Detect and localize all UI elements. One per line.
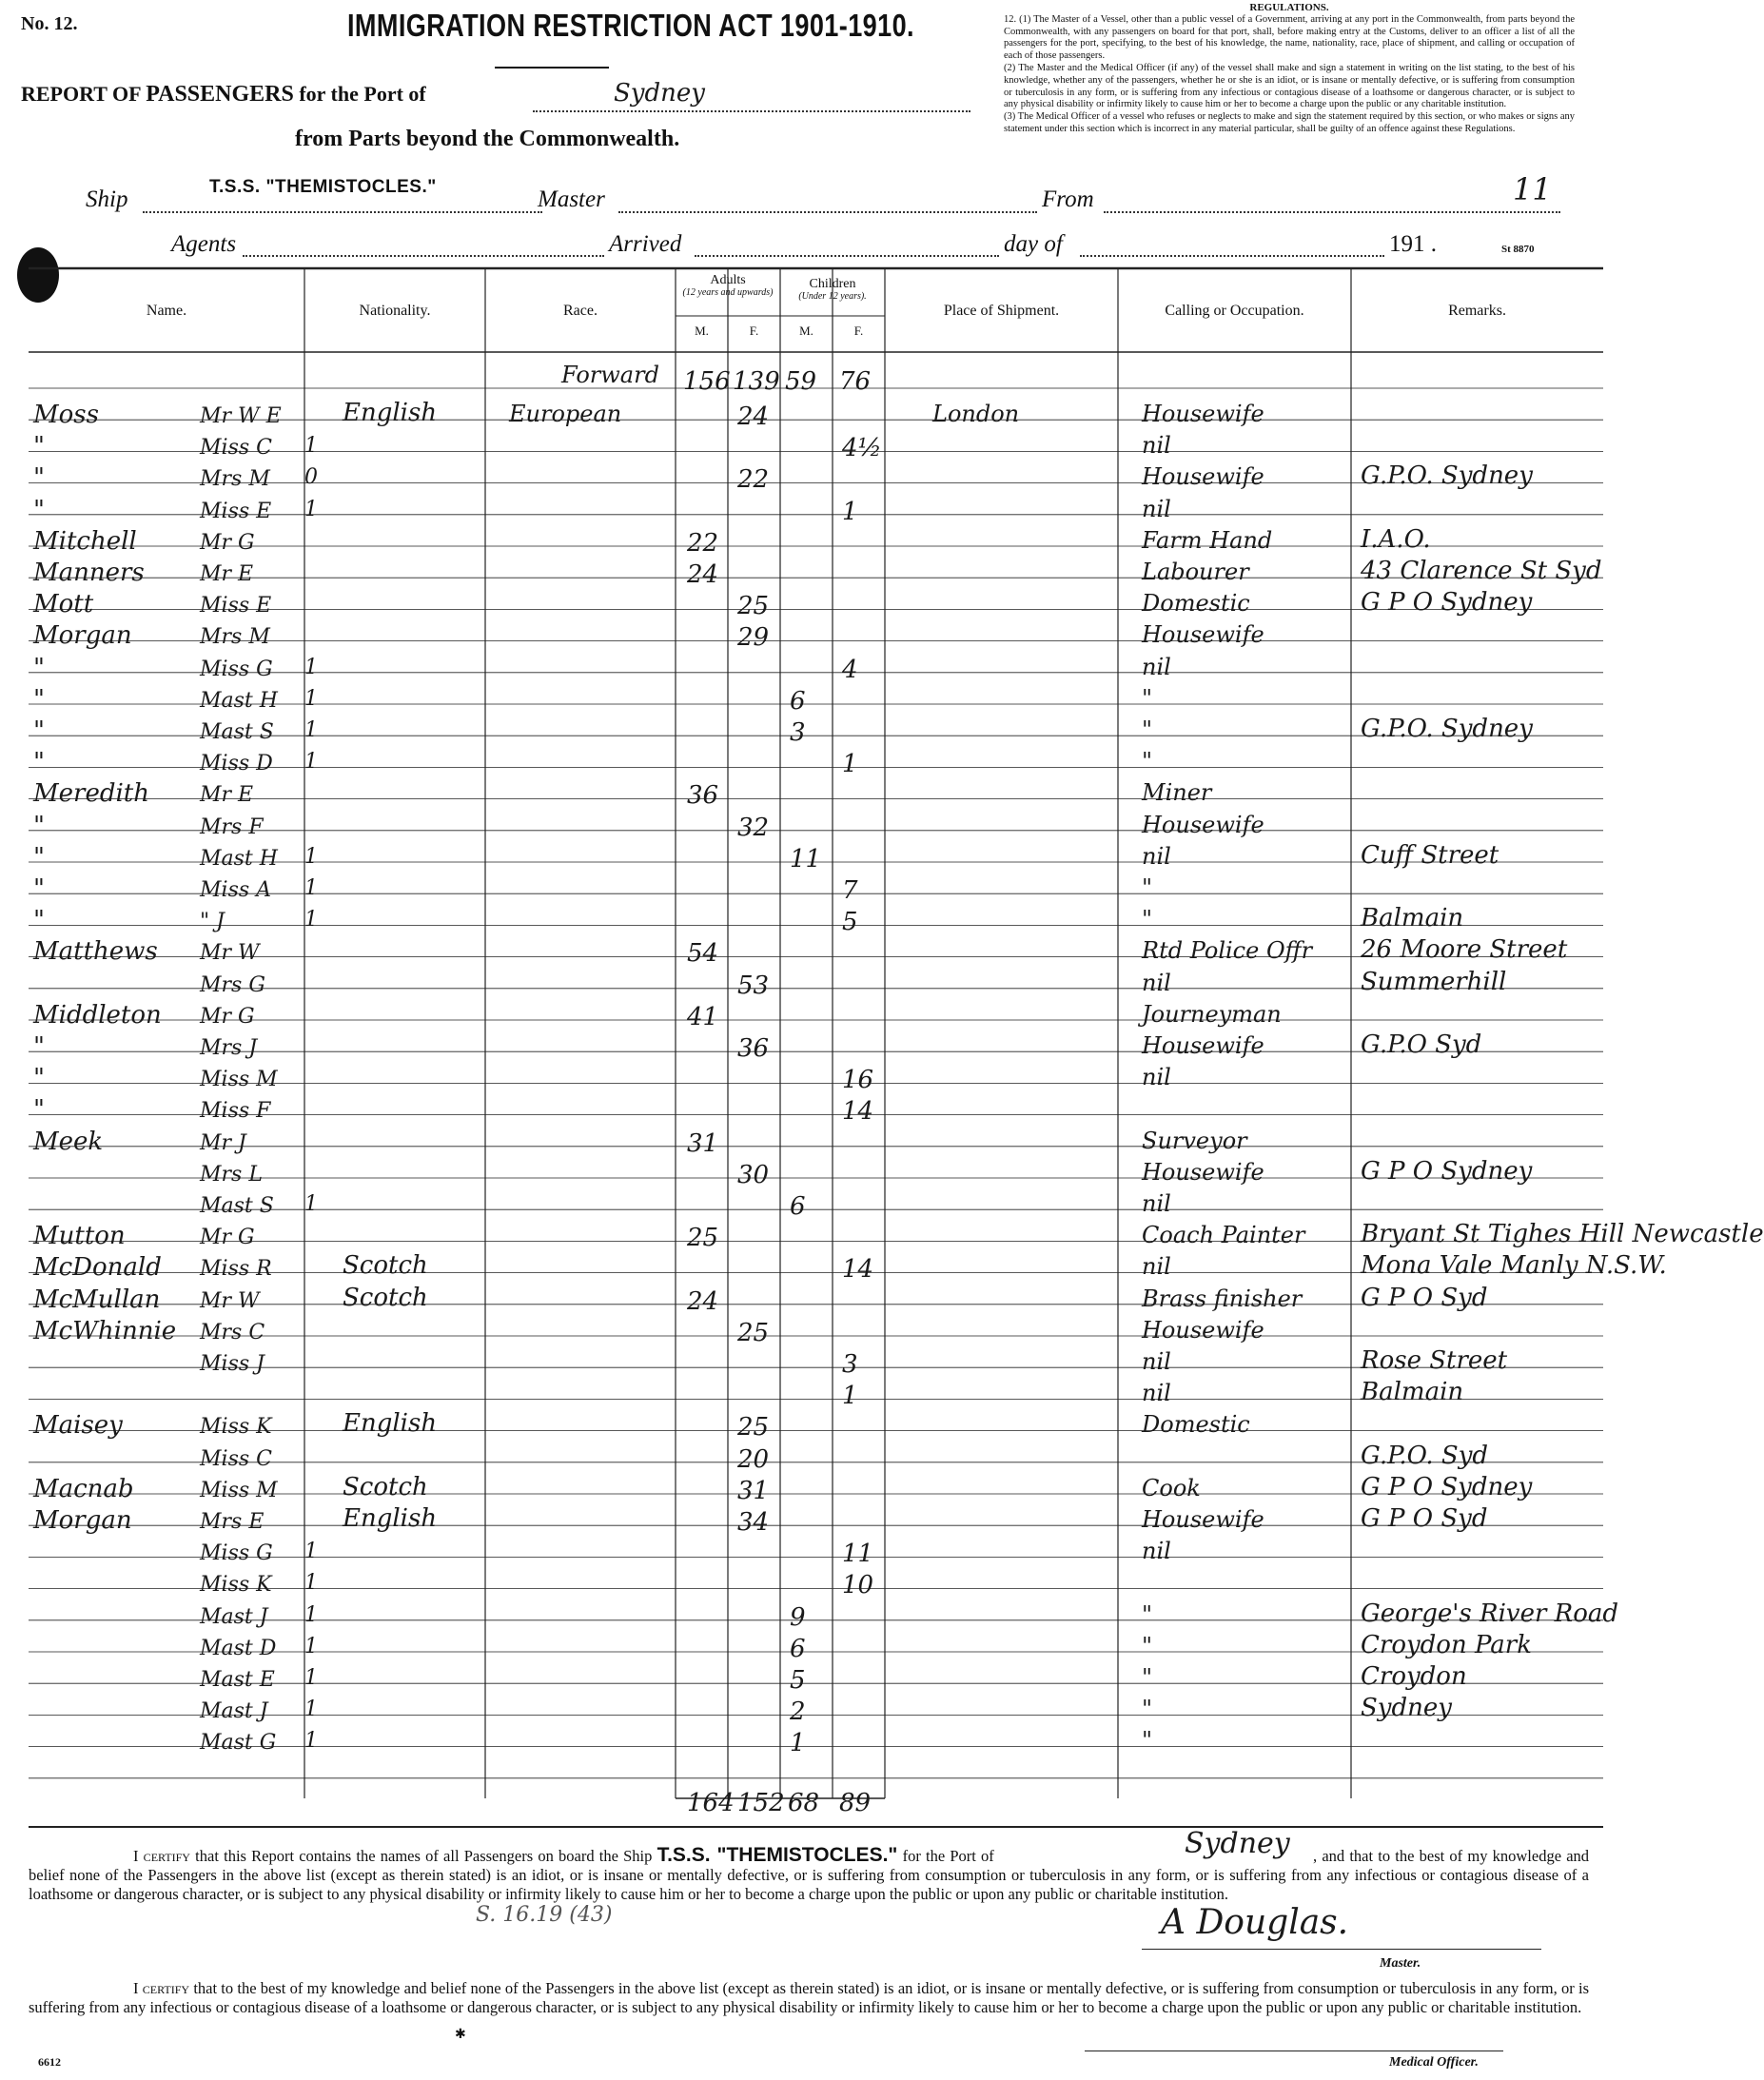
row-39-occ: " xyxy=(1142,1632,1153,1659)
master-signature-line xyxy=(1142,1949,1541,1950)
row-35-surname: Morgan xyxy=(33,1506,132,1535)
row-26-given: Mr G xyxy=(200,1226,255,1250)
row-42-given: Mast G xyxy=(200,1731,277,1756)
row-17-surname: Matthews xyxy=(33,937,158,967)
asterisk-mark: ✱ xyxy=(455,2028,466,2042)
row-0-surname: Moss xyxy=(33,401,99,429)
row-8-given: Miss G xyxy=(200,657,273,681)
row-17-occ: Rtd Police Offr xyxy=(1142,937,1313,965)
row-23-am: 31 xyxy=(687,1128,719,1158)
row-27-rem: Mona Vale Manly N.S.W. xyxy=(1361,1251,1667,1281)
row-2-af: 22 xyxy=(737,465,770,495)
row-20-occ: Housewife xyxy=(1142,1032,1264,1059)
row-34-nat: Scotch xyxy=(343,1472,428,1501)
row-42-cm: 1 xyxy=(790,1729,806,1758)
row-2-surname: " xyxy=(33,463,45,493)
row-10-given: Mast S xyxy=(200,720,274,744)
row-1-cf: 4½ xyxy=(842,434,882,463)
row-34-af: 31 xyxy=(737,1476,770,1505)
row-14-tick: 1 xyxy=(304,844,318,869)
row-32-given: Miss K xyxy=(200,1415,272,1440)
row-7-surname: Morgan xyxy=(33,621,132,651)
regulations-heading: REGULATIONS. xyxy=(1249,2,1329,13)
forward-adult-f: 139 xyxy=(733,367,780,396)
row-38-tick: 1 xyxy=(304,1602,318,1627)
row-39-cm: 6 xyxy=(790,1634,806,1663)
row-37-tick: 1 xyxy=(304,1571,318,1596)
row-0-af: 24 xyxy=(737,402,770,431)
passenger-table xyxy=(29,266,1764,1827)
row-9-tick: 1 xyxy=(304,686,318,711)
row-29-given: Mrs C xyxy=(200,1320,265,1344)
row-7-given: Mrs M xyxy=(200,625,270,650)
master-signature-label: Master. xyxy=(1380,1956,1421,1971)
row-4-given: Mr G xyxy=(200,530,255,555)
row-23-surname: Meek xyxy=(33,1127,104,1156)
row-27-nat: Scotch xyxy=(343,1251,428,1281)
row-41-tick: 1 xyxy=(304,1697,318,1722)
row-3-occ: nil xyxy=(1142,495,1171,522)
row-0-race: European xyxy=(509,401,622,427)
row-16-occ: " xyxy=(1142,906,1153,933)
cert2-text: that to the best of my knowledge and belief none of the Passengers in the above list (except as therein stated) is an idiot, or is insane or mentally defective, or is suffering from consumption or tuberculosis in any form, or is suffering from any infectious or contagious disease of a loathsome or dangerous character, or is subject to any physical disability or infirmity likely to cause him or her to become a charge upon the public or upon any public or charitable institution. xyxy=(29,1979,1590,2016)
header-adults xyxy=(676,274,780,299)
row-2-tick: 0 xyxy=(304,465,318,490)
master-certificate xyxy=(29,1846,1589,1904)
header-child-f: F. xyxy=(853,324,864,338)
row-14-occ: nil xyxy=(1142,842,1171,870)
row-4-rem: I.A.O. xyxy=(1361,524,1431,554)
row-29-af: 25 xyxy=(737,1318,770,1347)
cert1-port-handwritten: Sydney xyxy=(1185,1827,1290,1860)
medical-certificate xyxy=(29,1979,1589,2017)
report-line xyxy=(21,82,426,108)
row-7-af: 29 xyxy=(737,623,770,653)
forward-adult-m: 156 xyxy=(683,367,731,396)
ship-label: Ship xyxy=(86,186,128,212)
row-8-cf: 4 xyxy=(842,655,858,684)
arrived-dotline xyxy=(695,255,999,257)
row-3-cf: 1 xyxy=(842,497,858,526)
row-30-given: Miss J xyxy=(200,1352,265,1376)
row-13-occ: Housewife xyxy=(1142,811,1264,838)
forward-child-m: 59 xyxy=(785,367,817,396)
master-dotline xyxy=(618,211,1037,213)
year-label: 191 . xyxy=(1389,231,1437,257)
row-12-occ: Miner xyxy=(1142,779,1212,807)
forward-child-f: 76 xyxy=(839,367,872,396)
row-26-rem: Bryant St Tighes Hill Newcastle xyxy=(1361,1220,1764,1249)
row-10-rem: G.P.O. Sydney xyxy=(1361,715,1533,743)
total-child-f: 89 xyxy=(839,1789,872,1817)
row-10-cm: 3 xyxy=(790,718,806,747)
header-child-m: M. xyxy=(799,324,813,338)
row-8-tick: 1 xyxy=(304,655,318,679)
row-13-af: 32 xyxy=(737,813,770,842)
row-32-surname: Maisey xyxy=(33,1411,123,1441)
cert1-text-c: , and that to the best of my knowledge and belief none of the Passengers in the above list (except as therein stated) is an idiot, or is insane or mentally defective, or is suffering from consumption or tuberculosis in any form, or is suffering from any infectious or contagious disease of a loathsome or dangerous character, or is subject to any physical disability or infirmity likely to cause him or her to become a charge upon the public or upon any public or charitable institution. xyxy=(29,1847,1590,1903)
ship-value: T.S.S. "THEMISTOCLES." xyxy=(209,177,437,197)
row-19-am: 41 xyxy=(687,1002,719,1031)
row-38-given: Mast J xyxy=(200,1604,268,1629)
row-41-rem: Sydney xyxy=(1361,1694,1452,1723)
row-14-given: Mast H xyxy=(200,846,278,871)
row-12-given: Mr E xyxy=(200,783,254,808)
row-15-occ: " xyxy=(1142,874,1153,901)
row-19-given: Mr G xyxy=(200,1004,255,1029)
arrived-label: Arrived xyxy=(609,231,682,257)
row-15-given: Miss A xyxy=(200,878,272,902)
row-38-rem: George's River Road xyxy=(1361,1599,1619,1628)
row-38-occ: " xyxy=(1142,1600,1153,1628)
medical-officer-label: Medical Officer. xyxy=(1389,2055,1479,2070)
row-19-surname: Middleton xyxy=(33,1000,162,1030)
row-30-cf: 3 xyxy=(842,1350,858,1379)
regulation-paragraph-2: (2) The Master and the Medical Officer (if any) of the vessel shall make and sign a statement in writing on the list stating, to the best of his knowledge, whether any of the passengers, whether he or she is an idiot, or is insane or mentally defective, or is suffering from consumption or tuberculosis in any form, or is suffering from any infectious or contagious disease of a loathsome or dangerous character, or is subject to any physical disability or infirmity likely to cause him or her to become a charge upon the public or any charitable institution. xyxy=(1004,62,1575,110)
print-number: 6612 xyxy=(38,2055,61,2069)
dayof-label: day of xyxy=(1004,231,1063,257)
header-children-label: Children xyxy=(809,277,856,291)
row-22-surname: " xyxy=(33,1095,45,1125)
row-38-cm: 9 xyxy=(790,1602,806,1632)
row-0-given: Mr W E xyxy=(200,404,282,428)
row-29-surname: McWhinnie xyxy=(33,1316,177,1345)
row-18-given: Mrs G xyxy=(200,972,265,997)
row-8-occ: nil xyxy=(1142,653,1171,680)
row-26-am: 25 xyxy=(687,1224,719,1253)
row-23-given: Mr J xyxy=(200,1130,246,1155)
row-27-given: Miss R xyxy=(200,1257,272,1282)
row-33-given: Miss C xyxy=(200,1446,272,1471)
row-33-af: 20 xyxy=(737,1444,770,1474)
row-3-given: Miss E xyxy=(200,499,272,523)
row-28-given: Mr W xyxy=(200,1288,260,1313)
header-adult-f: F. xyxy=(749,324,759,338)
regulation-paragraph-3: (3) The Medical Officer of a vessel who refuses or neglects to make and sign the statement required by this section, or who makes or signs any statement under this section which is incorrect in any material particular, shall be guilty of an offence against these Regulations. xyxy=(1004,111,1575,134)
row-35-af: 34 xyxy=(737,1508,770,1537)
row-32-af: 25 xyxy=(737,1413,770,1442)
row-28-occ: Brass finisher xyxy=(1142,1285,1303,1312)
row-28-rem: G P O Syd xyxy=(1361,1283,1488,1312)
header-adults-sub: (12 years and upwards) xyxy=(682,287,774,298)
row-39-rem: Croydon Park xyxy=(1361,1630,1532,1659)
row-19-occ: Journeyman xyxy=(1142,1000,1282,1028)
row-6-rem: G P O Sydney xyxy=(1361,588,1533,618)
row-40-cm: 5 xyxy=(790,1666,806,1695)
row-36-tick: 1 xyxy=(304,1540,318,1564)
row-6-af: 25 xyxy=(737,592,770,621)
row-18-occ: nil xyxy=(1142,969,1171,996)
row-10-surname: " xyxy=(33,716,45,745)
from-handwritten: 11 xyxy=(1513,171,1552,207)
row-26-occ: Coach Painter xyxy=(1142,1222,1305,1249)
row-36-cf: 11 xyxy=(842,1540,874,1569)
row-21-occ: nil xyxy=(1142,1064,1171,1091)
row-26-surname: Mutton xyxy=(33,1222,126,1251)
row-40-tick: 1 xyxy=(304,1666,318,1690)
row-28-nat: Scotch xyxy=(343,1283,428,1312)
row-4-occ: Farm Hand xyxy=(1142,526,1273,554)
row-20-surname: " xyxy=(33,1032,45,1061)
row-36-occ: nil xyxy=(1142,1538,1171,1565)
cert2-lead: I certify xyxy=(133,1979,190,1997)
row-21-cf: 16 xyxy=(842,1066,874,1095)
report-passengers: PASSENGERS xyxy=(146,82,294,107)
total-adult-m: 164 xyxy=(687,1789,735,1817)
row-24-rem: G P O Sydney xyxy=(1361,1156,1533,1186)
row-30-rem: Rose Street xyxy=(1361,1346,1508,1375)
header-adults-label: Adults xyxy=(710,273,746,287)
row-34-surname: Macnab xyxy=(33,1474,134,1503)
cert1-text-b: for the Port of xyxy=(902,1847,994,1865)
row-0-nat: English xyxy=(343,399,438,427)
forward-label: Forward xyxy=(561,362,659,388)
cert1-text-a: that this Report contains the names of all Passengers on board the Ship xyxy=(195,1847,653,1865)
row-27-surname: McDonald xyxy=(33,1253,162,1283)
header-children-sub: (Under 12 years). xyxy=(798,291,867,302)
row-16-cf: 5 xyxy=(842,908,858,937)
row-25-given: Mast S xyxy=(200,1194,274,1218)
row-16-rem: Balmain xyxy=(1361,904,1464,933)
agents-label: Agents xyxy=(171,231,237,257)
row-2-given: Mrs M xyxy=(200,467,270,492)
row-12-surname: Meredith xyxy=(33,779,149,809)
total-adult-f: 152 xyxy=(737,1789,785,1817)
master-label: Master xyxy=(538,186,605,212)
row-1-occ: nil xyxy=(1142,432,1171,460)
row-9-given: Mast H xyxy=(200,688,278,713)
row-40-occ: " xyxy=(1142,1664,1153,1691)
row-41-given: Mast J xyxy=(200,1699,268,1724)
header-place: Place of Shipment. xyxy=(943,303,1060,319)
total-child-m: 68 xyxy=(788,1789,820,1817)
port-line xyxy=(533,110,970,112)
agents-dotline xyxy=(243,255,604,257)
row-20-rem: G.P.O Syd xyxy=(1361,1030,1482,1059)
row-5-am: 24 xyxy=(687,560,719,589)
row-0-occ: Housewife xyxy=(1142,401,1264,427)
regulations-block xyxy=(1004,2,1575,136)
row-14-surname: " xyxy=(33,842,45,872)
row-31-rem: Balmain xyxy=(1361,1378,1464,1407)
row-5-given: Mr E xyxy=(200,562,254,586)
row-24-occ: Housewife xyxy=(1142,1158,1264,1186)
row-13-given: Mrs F xyxy=(200,814,264,839)
row-39-tick: 1 xyxy=(304,1634,318,1658)
title-rule xyxy=(495,67,609,69)
row-1-surname: " xyxy=(33,432,45,461)
row-18-rem: Summerhill xyxy=(1361,967,1507,996)
row-35-nat: English xyxy=(343,1504,438,1533)
row-35-occ: Housewife xyxy=(1142,1506,1264,1533)
row-7-occ: Housewife xyxy=(1142,621,1264,649)
row-20-given: Mrs J xyxy=(200,1036,258,1060)
row-11-occ: " xyxy=(1142,748,1153,775)
row-31-cf: 1 xyxy=(842,1382,858,1411)
row-16-given: " J xyxy=(200,910,225,934)
row-17-rem: 26 Moore Street xyxy=(1361,935,1568,965)
row-6-surname: Mott xyxy=(33,590,94,619)
from-dotline xyxy=(1104,211,1560,213)
header-remarks: Remarks. xyxy=(1448,303,1506,319)
stock-number: St 8870 xyxy=(1501,244,1535,255)
report-middle: for the Port of xyxy=(299,82,426,106)
row-3-surname: " xyxy=(33,495,45,524)
row-22-given: Miss F xyxy=(200,1099,271,1124)
row-24-af: 30 xyxy=(737,1160,770,1189)
row-5-surname: Manners xyxy=(33,559,145,587)
row-14-rem: Cuff Street xyxy=(1361,840,1499,870)
row-30-occ: nil xyxy=(1142,1348,1171,1375)
row-4-am: 22 xyxy=(687,528,719,558)
master-signature: A Douglas. xyxy=(1161,1903,1349,1942)
row-11-surname: " xyxy=(33,748,45,777)
row-17-am: 54 xyxy=(687,939,719,969)
row-2-occ: Housewife xyxy=(1142,463,1264,491)
row-32-occ: Domestic xyxy=(1142,1411,1250,1439)
row-5-rem: 43 Clarence St Syd xyxy=(1361,557,1602,585)
row-22-cf: 14 xyxy=(842,1097,874,1127)
row-16-tick: 1 xyxy=(304,908,318,932)
row-25-tick: 1 xyxy=(304,1192,318,1216)
row-24-given: Mrs L xyxy=(200,1162,263,1187)
row-1-given: Miss C xyxy=(200,436,272,461)
header-name: Name. xyxy=(146,303,187,319)
row-11-given: Miss D xyxy=(200,752,273,776)
header-nationality: Nationality. xyxy=(359,303,431,319)
row-40-rem: Croydon xyxy=(1361,1662,1467,1691)
row-13-surname: " xyxy=(33,811,45,840)
cert1-ship: T.S.S. "THEMISTOCLES." xyxy=(657,1844,898,1866)
row-21-given: Miss M xyxy=(200,1068,278,1092)
row-34-rem: G P O Sydney xyxy=(1361,1472,1533,1501)
row-31-occ: nil xyxy=(1142,1380,1171,1407)
header-children xyxy=(780,278,885,303)
row-16-surname: " xyxy=(33,906,45,935)
from-label: From xyxy=(1042,186,1094,212)
row-15-tick: 1 xyxy=(304,876,318,900)
row-25-cm: 6 xyxy=(790,1192,806,1221)
cert1-lead: I certify xyxy=(133,1847,190,1865)
row-37-given: Miss K xyxy=(200,1573,272,1598)
from-parts-subtitle: from Parts beyond the Commonwealth. xyxy=(295,127,680,151)
row-41-cm: 2 xyxy=(790,1697,806,1727)
row-6-given: Miss E xyxy=(200,594,272,618)
row-21-surname: " xyxy=(33,1064,45,1093)
header-calling: Calling or Occupation. xyxy=(1165,303,1304,319)
row-29-occ: Housewife xyxy=(1142,1316,1264,1344)
row-9-occ: " xyxy=(1142,684,1153,712)
row-5-occ: Labourer xyxy=(1142,559,1249,585)
archive-stamp: S. 16.19 (43) xyxy=(476,1903,613,1927)
row-35-rem: G P O Syd xyxy=(1361,1504,1488,1533)
row-28-surname: McMullan xyxy=(33,1285,161,1314)
row-33-rem: G.P.O. Syd xyxy=(1361,1441,1489,1470)
regulation-paragraph-1: 12. (1) The Master of a Vessel, other than a public vessel of a Government, arriving at any port in the Commonwealth, from parts beyond the Commonwealth, with any passengers on board for that port, shall, before making entry at the Customs, deliver to an officer a list of all the passengers for the port, specifying, to the best of his knowledge, the name, nationality, race, place of shipment, and calling or occupation of each of those passengers. xyxy=(1004,13,1575,62)
dayof-dotline xyxy=(1080,255,1384,257)
row-17-given: Mr W xyxy=(200,941,260,966)
report-prefix: REPORT OF xyxy=(21,82,141,106)
row-6-occ: Domestic xyxy=(1142,590,1250,618)
row-36-given: Miss G xyxy=(200,1541,273,1566)
row-14-cm: 11 xyxy=(790,844,822,873)
row-15-cf: 7 xyxy=(842,876,858,905)
row-32-nat: English xyxy=(343,1409,438,1439)
form-number: No. 12. xyxy=(21,13,78,34)
row-37-cf: 10 xyxy=(842,1571,874,1600)
row-23-occ: Surveyor xyxy=(1142,1127,1247,1154)
row-11-cf: 1 xyxy=(842,750,858,779)
row-18-af: 53 xyxy=(737,971,770,1000)
row-27-occ: nil xyxy=(1142,1253,1171,1281)
ship-dotline xyxy=(143,211,542,213)
row-20-af: 36 xyxy=(737,1034,770,1063)
row-4-surname: Mitchell xyxy=(33,526,137,556)
row-11-tick: 1 xyxy=(304,750,318,775)
row-10-occ: " xyxy=(1142,716,1153,743)
row-40-given: Mast E xyxy=(200,1668,275,1692)
row-42-occ: " xyxy=(1142,1727,1153,1755)
row-28-am: 24 xyxy=(687,1286,719,1316)
row-41-occ: " xyxy=(1142,1696,1153,1723)
row-8-surname: " xyxy=(33,653,45,682)
row-34-given: Miss M xyxy=(200,1478,278,1502)
row-35-given: Mrs E xyxy=(200,1510,265,1534)
header-race: Race. xyxy=(563,303,598,319)
row-15-surname: " xyxy=(33,874,45,903)
row-9-cm: 6 xyxy=(790,686,806,716)
row-25-occ: nil xyxy=(1142,1190,1171,1217)
page-title: IMMIGRATION RESTRICTION ACT 1901-1910. xyxy=(347,8,914,43)
row-9-surname: " xyxy=(33,684,45,714)
row-10-tick: 1 xyxy=(304,718,318,742)
row-0-place: London xyxy=(932,401,1020,427)
row-1-tick: 1 xyxy=(304,434,318,459)
row-2-rem: G.P.O. Sydney xyxy=(1361,461,1533,491)
row-12-am: 36 xyxy=(687,781,719,811)
row-3-tick: 1 xyxy=(304,497,318,521)
row-34-occ: Cook xyxy=(1142,1474,1201,1501)
row-27-cf: 14 xyxy=(842,1255,874,1285)
port-handwritten: Sydney xyxy=(614,79,705,108)
row-42-tick: 1 xyxy=(304,1729,318,1754)
header-adult-m: M. xyxy=(695,324,709,338)
row-39-given: Mast D xyxy=(200,1636,277,1660)
